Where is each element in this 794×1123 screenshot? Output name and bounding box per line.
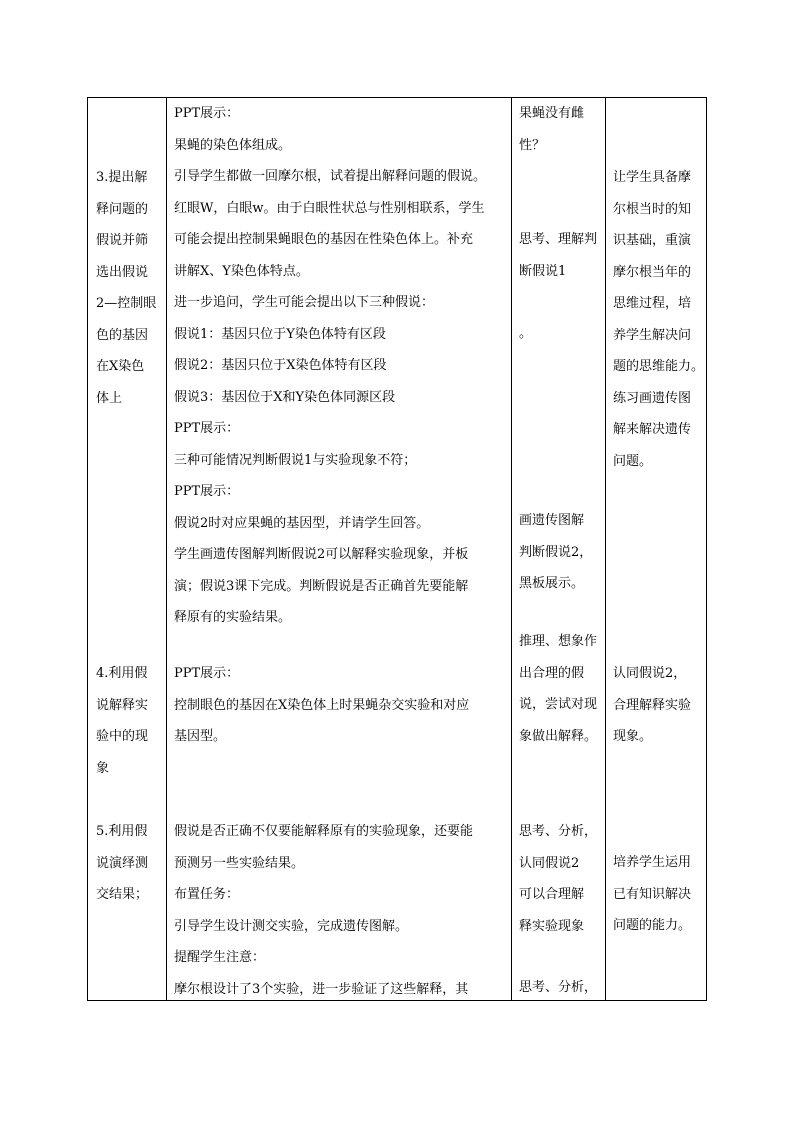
text-line: 提醒学生注意： — [174, 950, 266, 965]
text-line: 2—控制眼 — [96, 296, 157, 311]
student-cell-4 — [519, 626, 604, 752]
text-line: 引导学生都做一回摩尔根，试着提出解释问题的假说。 — [174, 169, 487, 184]
student-cell-5b — [519, 972, 604, 1004]
text-line: 果蝇的染色体组成。 — [174, 137, 292, 153]
text-line: 红眼W，白眼w。由于白眼性状总与性别相联系，学生 — [174, 200, 485, 216]
student-cell-3a — [519, 98, 604, 161]
text-line: 假说3：基因位于X和Y染色体同源区段 — [174, 389, 396, 405]
text-line: 思考、理解判 — [519, 232, 598, 247]
intent-cell-4 — [613, 658, 703, 753]
text-line: 判断假说2， — [519, 544, 593, 560]
text-line: 假说2时对应果蝇的基因型，并请学生回答。 — [174, 515, 430, 531]
stage-cell-5 — [96, 816, 156, 911]
lesson-table — [87, 97, 707, 1001]
text-line: 性？ — [519, 137, 546, 153]
text-line: 象 — [96, 760, 110, 776]
text-line: 布置任务： — [174, 887, 240, 902]
text-line: 三种可能情况判断假说1与实验现象不符； — [174, 452, 417, 468]
text-line: 讲解X、Y染色体特点。 — [174, 263, 309, 279]
text-line: 4.利用假 — [96, 666, 148, 681]
text-line: PPT展示： — [174, 484, 240, 499]
text-line: 养学生解决问 — [613, 327, 692, 343]
text-line: 可能会提出控制果蝇眼色的基因在性染色体上。补充 — [174, 232, 474, 247]
text-line: 尔根当时的知 — [613, 201, 692, 217]
text-line: 假说1：基因只位于Y染色体特有区段 — [174, 326, 386, 342]
student-cell-3b — [519, 224, 604, 287]
text-line: 识基础，重演 — [613, 233, 692, 248]
text-line: 验中的现 — [96, 729, 149, 744]
text-line: 交结果； — [96, 887, 149, 902]
text-line: 控制眼色的基因在X染色体上时果蝇杂交实验和对应 — [174, 697, 470, 713]
stage-cell-4 — [96, 658, 156, 784]
text-line: 让学生具备摩 — [613, 170, 692, 185]
text-line: 。 — [519, 326, 533, 341]
text-line: 思维过程，培 — [613, 296, 692, 311]
text-line: 断假说1 — [519, 263, 567, 279]
text-line: 5.利用假 — [96, 824, 148, 839]
text-line: 练习画遗传图 — [613, 390, 692, 406]
intent-cell-5 — [613, 847, 703, 942]
text-line: 说解释实 — [96, 697, 149, 713]
text-line: 现象。 — [613, 729, 653, 744]
text-line: 选出假说 — [96, 264, 149, 280]
text-line: 推理、想象作 — [519, 634, 598, 649]
text-line: 黑板展示。 — [519, 576, 585, 591]
text-line: 体上 — [96, 390, 123, 406]
text-line: 释实验现象 — [519, 918, 585, 934]
column-divider — [605, 98, 606, 1000]
text-line: 3.提出解 — [96, 170, 148, 185]
text-line: 假说2：基因只位于X染色体特有区段 — [174, 358, 387, 373]
text-line: 摩尔根设计了3个实验，进一步验证了这些解释，其 — [174, 981, 469, 997]
text-line: 在X染色 — [96, 359, 145, 374]
text-line: 认同假说2 — [519, 855, 580, 871]
text-line: 问题的能力。 — [613, 918, 692, 933]
text-line: PPT展示： — [174, 106, 240, 121]
text-line: 果蝇没有雌 — [519, 106, 585, 121]
text-line: 画遗传图解 — [519, 513, 585, 528]
text-line: 引导学生设计测交实验，完成遗传图解。 — [174, 918, 409, 934]
text-line: 学生画遗传图解判断假说2可以解释实验现象，并板 — [174, 547, 469, 562]
text-line: 已有知识解决 — [613, 886, 692, 902]
text-line: 预测另一些实验结果。 — [174, 855, 305, 871]
stage-cell-3 — [96, 162, 156, 414]
text-line: 基因型。 — [174, 729, 227, 744]
intent-cell-3 — [613, 162, 703, 477]
text-line: 说演绎测 — [96, 855, 149, 871]
text-line: 摩尔根当年的 — [613, 264, 692, 280]
text-line: 认同假说2， — [613, 666, 687, 681]
text-line: 色的基因 — [96, 327, 149, 343]
text-line: 培养学生运用 — [613, 855, 692, 870]
text-line: 问题。 — [613, 453, 653, 469]
student-cell-3c — [519, 318, 604, 350]
text-line: 思考、分析， — [519, 824, 598, 839]
text-line: 说，尝试对现 — [519, 697, 598, 712]
teacher-cell-4 — [174, 658, 509, 753]
text-line: 进一步追问，学生可能会提出以下三种假说： — [174, 295, 435, 310]
text-line: 出合理的假 — [519, 665, 585, 681]
student-cell-5a — [519, 816, 604, 942]
text-line: 象做出解释。 — [519, 728, 598, 744]
text-line: PPT展示： — [174, 421, 240, 436]
text-line: 思考、分析， — [519, 980, 598, 995]
text-line: 释原有的实验结果。 — [174, 610, 292, 625]
text-line: 题的思维能力。 — [613, 359, 705, 374]
text-line: 演；假说3课下完成。判断假说是否正确首先要能解 — [174, 578, 469, 594]
text-line: 合理解释实验 — [613, 697, 692, 713]
text-line: 解来解决遗传 — [613, 422, 692, 437]
student-cell-3d — [519, 505, 604, 600]
teacher-cell-3 — [174, 98, 509, 634]
text-line: 释问题的 — [96, 201, 149, 217]
text-line: 可以合理解 — [519, 887, 585, 902]
text-line: 假说是否正确不仅要能解释原有的实验现象，还要能 — [174, 824, 474, 839]
text-line: 假说并筛 — [96, 233, 149, 248]
teacher-cell-5 — [174, 816, 509, 1005]
column-divider — [166, 98, 167, 1000]
column-divider — [511, 98, 512, 1000]
text-line: PPT展示： — [174, 666, 240, 681]
